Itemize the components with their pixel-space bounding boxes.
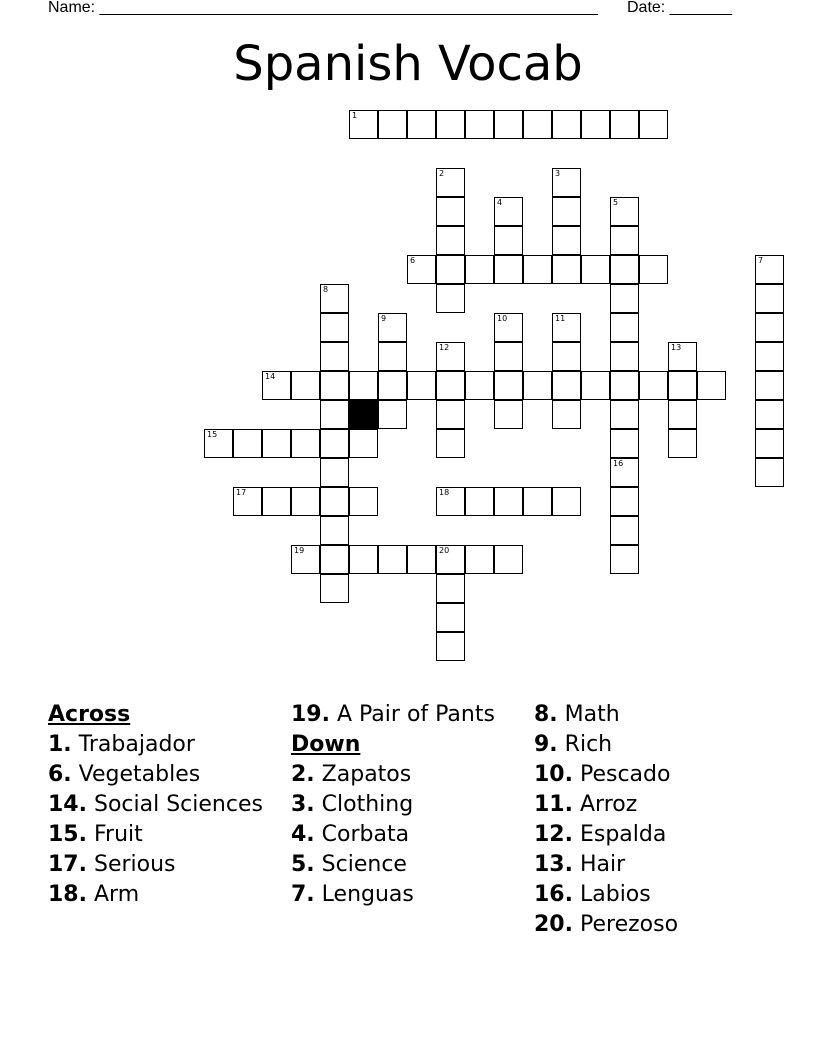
crossword-cell[interactable] bbox=[552, 371, 581, 400]
crossword-cell[interactable] bbox=[320, 313, 349, 342]
down-clue bbox=[534, 852, 764, 877]
clue-number: 7 bbox=[758, 256, 764, 265]
crossword-cell[interactable] bbox=[494, 400, 523, 429]
crossword-cell[interactable] bbox=[610, 342, 639, 371]
clue-number: 2 bbox=[439, 169, 445, 178]
clue-number: 11 bbox=[555, 314, 566, 323]
crossword-cell[interactable] bbox=[436, 429, 465, 458]
crossword-cell[interactable] bbox=[378, 313, 407, 342]
crossword-cell[interactable] bbox=[436, 110, 465, 139]
clue-column-3 bbox=[534, 702, 764, 942]
crossword-cell[interactable] bbox=[320, 574, 349, 603]
clue-number: 18 bbox=[439, 488, 450, 497]
clue-text: Pescado bbox=[579, 762, 671, 787]
crossword-cell[interactable] bbox=[552, 168, 581, 197]
crossword-cell[interactable] bbox=[320, 371, 349, 400]
clue-text: Zapatos bbox=[321, 762, 412, 787]
crossword-cell[interactable] bbox=[349, 545, 378, 574]
crossword-cell[interactable] bbox=[494, 371, 523, 400]
crossword-cell[interactable] bbox=[610, 429, 639, 458]
crossword-cell[interactable] bbox=[291, 487, 320, 516]
crossword-cell[interactable] bbox=[581, 255, 610, 284]
clue-number: 14. bbox=[48, 792, 87, 817]
crossword-cell[interactable] bbox=[320, 284, 349, 313]
crossword-cell[interactable] bbox=[465, 371, 494, 400]
clue-number: 15. bbox=[48, 822, 87, 847]
crossword-cell[interactable] bbox=[204, 429, 233, 458]
across-clue bbox=[48, 732, 278, 757]
clue-text: Hair bbox=[579, 852, 626, 877]
clue-number: 9 bbox=[381, 314, 387, 323]
clue-number: 11. bbox=[534, 792, 573, 817]
clue-number: 18. bbox=[48, 882, 87, 907]
clue-number: 3 bbox=[555, 169, 561, 178]
crossword-cell[interactable] bbox=[610, 197, 639, 226]
clue-number: 16 bbox=[613, 459, 624, 468]
crossword-cell[interactable] bbox=[755, 458, 784, 487]
clue-number: 12 bbox=[439, 343, 450, 352]
crossword-cell[interactable] bbox=[378, 342, 407, 371]
down-clue bbox=[291, 882, 521, 907]
crossword-cell[interactable] bbox=[320, 400, 349, 429]
crossword-cell[interactable] bbox=[552, 255, 581, 284]
down-clue bbox=[534, 762, 764, 787]
crossword-cell[interactable] bbox=[523, 110, 552, 139]
clue-number: 1 bbox=[352, 111, 358, 120]
crossword-cell[interactable] bbox=[610, 400, 639, 429]
crossword-cell[interactable] bbox=[494, 226, 523, 255]
clue-text: Vegetables bbox=[78, 762, 201, 787]
down-clue bbox=[291, 822, 521, 847]
crossword-cell[interactable] bbox=[697, 371, 726, 400]
crossword-cell[interactable] bbox=[436, 197, 465, 226]
crossword-cell[interactable] bbox=[320, 545, 349, 574]
crossword-cell[interactable] bbox=[262, 487, 291, 516]
clue-number: 5. bbox=[291, 852, 315, 877]
crossword-cell[interactable] bbox=[407, 371, 436, 400]
crossword-cell[interactable] bbox=[349, 429, 378, 458]
clue-number: 15 bbox=[207, 430, 218, 439]
crossword-cell[interactable] bbox=[233, 487, 262, 516]
clue-text: Arm bbox=[93, 882, 140, 907]
crossword-cell[interactable] bbox=[523, 255, 552, 284]
crossword-cell[interactable] bbox=[465, 110, 494, 139]
crossword-cell[interactable] bbox=[610, 371, 639, 400]
crossword-cell[interactable] bbox=[465, 255, 494, 284]
crossword-cell[interactable] bbox=[436, 371, 465, 400]
crossword-cell[interactable] bbox=[436, 603, 465, 632]
crossword-cell[interactable] bbox=[436, 284, 465, 313]
crossword-cell[interactable] bbox=[610, 516, 639, 545]
crossword-cell[interactable] bbox=[523, 371, 552, 400]
down-heading: Down bbox=[291, 732, 361, 757]
across-heading: Across bbox=[48, 702, 131, 727]
crossword-cell[interactable] bbox=[668, 400, 697, 429]
crossword-cell[interactable] bbox=[581, 371, 610, 400]
across-clue bbox=[48, 762, 278, 787]
clue-text: Trabajador bbox=[78, 732, 195, 757]
clue-number: 20. bbox=[534, 912, 573, 937]
crossword-cell[interactable] bbox=[755, 400, 784, 429]
clue-number: 19. bbox=[291, 702, 330, 727]
crossword-cell[interactable] bbox=[552, 110, 581, 139]
across-clue bbox=[48, 852, 278, 877]
crossword-cell[interactable] bbox=[494, 487, 523, 516]
clue-text: Serious bbox=[93, 852, 176, 877]
clue-number: 17. bbox=[48, 852, 87, 877]
crossword-cell[interactable] bbox=[755, 342, 784, 371]
date-field-label: Date: _______ bbox=[627, 0, 732, 16]
clue-column-2 bbox=[291, 702, 521, 912]
crossword-cell[interactable] bbox=[755, 255, 784, 284]
across-clue bbox=[48, 882, 278, 907]
clue-number: 4 bbox=[497, 198, 503, 207]
crossword-cell[interactable] bbox=[610, 226, 639, 255]
clue-number: 5 bbox=[613, 198, 619, 207]
clue-number: 9. bbox=[534, 732, 558, 757]
crossword-cell[interactable] bbox=[552, 226, 581, 255]
crossword-cell[interactable] bbox=[668, 429, 697, 458]
down-clue bbox=[291, 852, 521, 877]
crossword-cell[interactable] bbox=[436, 226, 465, 255]
down-clue bbox=[534, 822, 764, 847]
clue-text: Rich bbox=[564, 732, 613, 757]
crossword-cell[interactable] bbox=[407, 545, 436, 574]
clue-number: 7. bbox=[291, 882, 315, 907]
clue-number: 8 bbox=[323, 285, 329, 294]
name-field-label: Name: ________________________________________________________ bbox=[48, 0, 598, 16]
clue-number: 6 bbox=[410, 256, 416, 265]
down-clue bbox=[534, 792, 764, 817]
crossword-cell[interactable] bbox=[610, 313, 639, 342]
clue-text: Clothing bbox=[321, 792, 414, 817]
black-square bbox=[349, 400, 378, 429]
crossword-cell[interactable] bbox=[755, 313, 784, 342]
crossword-cell[interactable] bbox=[378, 371, 407, 400]
crossword-cell[interactable] bbox=[552, 342, 581, 371]
crossword-cell[interactable] bbox=[436, 255, 465, 284]
clue-number: 3. bbox=[291, 792, 315, 817]
down-clue bbox=[534, 882, 764, 907]
clue-column-1 bbox=[48, 702, 278, 912]
clue-text: Corbata bbox=[321, 822, 410, 847]
crossword-cell[interactable] bbox=[610, 458, 639, 487]
clue-number: 13. bbox=[534, 852, 573, 877]
crossword-cell[interactable] bbox=[465, 545, 494, 574]
crossword-cell[interactable] bbox=[320, 487, 349, 516]
clue-number: 10. bbox=[534, 762, 573, 787]
clue-text: A Pair of Pants bbox=[336, 702, 495, 727]
crossword-cell[interactable] bbox=[610, 110, 639, 139]
crossword-cell[interactable] bbox=[436, 574, 465, 603]
crossword-cell[interactable] bbox=[436, 342, 465, 371]
crossword-cell[interactable] bbox=[494, 197, 523, 226]
crossword-cell[interactable] bbox=[552, 197, 581, 226]
down-clue bbox=[534, 912, 764, 937]
crossword-cell[interactable] bbox=[639, 110, 668, 139]
crossword-cell[interactable] bbox=[407, 255, 436, 284]
crossword-cell[interactable] bbox=[436, 632, 465, 661]
page-title: Spanish Vocab bbox=[233, 36, 583, 92]
crossword-cell[interactable] bbox=[639, 255, 668, 284]
clue-number: 20 bbox=[439, 546, 450, 555]
across-clue bbox=[48, 792, 278, 817]
clue-number: 2. bbox=[291, 762, 315, 787]
crossword-cell[interactable] bbox=[349, 487, 378, 516]
across-clue bbox=[48, 822, 278, 847]
clue-number: 12. bbox=[534, 822, 573, 847]
crossword-cell[interactable] bbox=[494, 255, 523, 284]
clue-number: 4. bbox=[291, 822, 315, 847]
crossword-cell[interactable] bbox=[349, 371, 378, 400]
clue-number: 16. bbox=[534, 882, 573, 907]
crossword-cell[interactable] bbox=[436, 487, 465, 516]
crossword-cell[interactable] bbox=[494, 342, 523, 371]
clue-number: 14 bbox=[265, 372, 276, 381]
crossword-cell[interactable] bbox=[668, 342, 697, 371]
across-clue bbox=[291, 702, 521, 727]
crossword-cell[interactable] bbox=[436, 168, 465, 197]
clue-text: Espalda bbox=[579, 822, 667, 847]
crossword-cell[interactable] bbox=[755, 371, 784, 400]
crossword-cell[interactable] bbox=[291, 429, 320, 458]
crossword-cell[interactable] bbox=[755, 429, 784, 458]
crossword-cell[interactable] bbox=[320, 429, 349, 458]
clue-number: 10 bbox=[497, 314, 508, 323]
clue-text: Social Sciences bbox=[93, 792, 263, 817]
clue-text: Labios bbox=[579, 882, 651, 907]
clue-text: Science bbox=[321, 852, 407, 877]
clue-text: Arroz bbox=[579, 792, 638, 817]
clue-number: 6. bbox=[48, 762, 72, 787]
crossword-cell[interactable] bbox=[610, 255, 639, 284]
clue-number: 1. bbox=[48, 732, 72, 757]
clue-text: Fruit bbox=[93, 822, 143, 847]
crossword-cell[interactable] bbox=[552, 313, 581, 342]
clue-text: Math bbox=[564, 702, 620, 727]
crossword-cell[interactable] bbox=[639, 371, 668, 400]
crossword-cell[interactable] bbox=[465, 487, 494, 516]
clue-number: 19 bbox=[294, 546, 305, 555]
down-clue bbox=[534, 702, 764, 727]
down-clue bbox=[291, 762, 521, 787]
crossword-cell[interactable] bbox=[436, 400, 465, 429]
clue-number: 17 bbox=[236, 488, 247, 497]
crossword-cell[interactable] bbox=[494, 313, 523, 342]
crossword-cell[interactable] bbox=[291, 371, 320, 400]
crossword-cell[interactable] bbox=[320, 458, 349, 487]
crossword-cell[interactable] bbox=[610, 487, 639, 516]
crossword-cell[interactable] bbox=[233, 429, 262, 458]
crossword-cell[interactable] bbox=[320, 342, 349, 371]
crossword-cell[interactable] bbox=[523, 487, 552, 516]
crossword-cell[interactable] bbox=[610, 284, 639, 313]
crossword-cell[interactable] bbox=[262, 429, 291, 458]
crossword-cell[interactable] bbox=[378, 110, 407, 139]
crossword-cell[interactable] bbox=[552, 487, 581, 516]
crossword-cell[interactable] bbox=[436, 545, 465, 574]
clue-number: 13 bbox=[671, 343, 682, 352]
crossword-cell[interactable] bbox=[349, 110, 378, 139]
crossword-cell[interactable] bbox=[494, 110, 523, 139]
crossword-cell[interactable] bbox=[262, 371, 291, 400]
crossword-cell[interactable] bbox=[320, 516, 349, 545]
crossword-cell[interactable] bbox=[668, 371, 697, 400]
crossword-cell[interactable] bbox=[755, 284, 784, 313]
crossword-cell[interactable] bbox=[581, 110, 610, 139]
crossword-cell[interactable] bbox=[378, 400, 407, 429]
crossword-cell[interactable] bbox=[610, 545, 639, 574]
clue-text: Lenguas bbox=[321, 882, 414, 907]
down-clue bbox=[534, 732, 764, 757]
crossword-cell[interactable] bbox=[378, 545, 407, 574]
crossword-cell[interactable] bbox=[291, 545, 320, 574]
down-clue bbox=[291, 792, 521, 817]
crossword-cell[interactable] bbox=[407, 110, 436, 139]
crossword-cell[interactable] bbox=[552, 400, 581, 429]
clue-text: Perezoso bbox=[579, 912, 679, 937]
crossword-cell[interactable] bbox=[494, 545, 523, 574]
clue-number: 8. bbox=[534, 702, 558, 727]
